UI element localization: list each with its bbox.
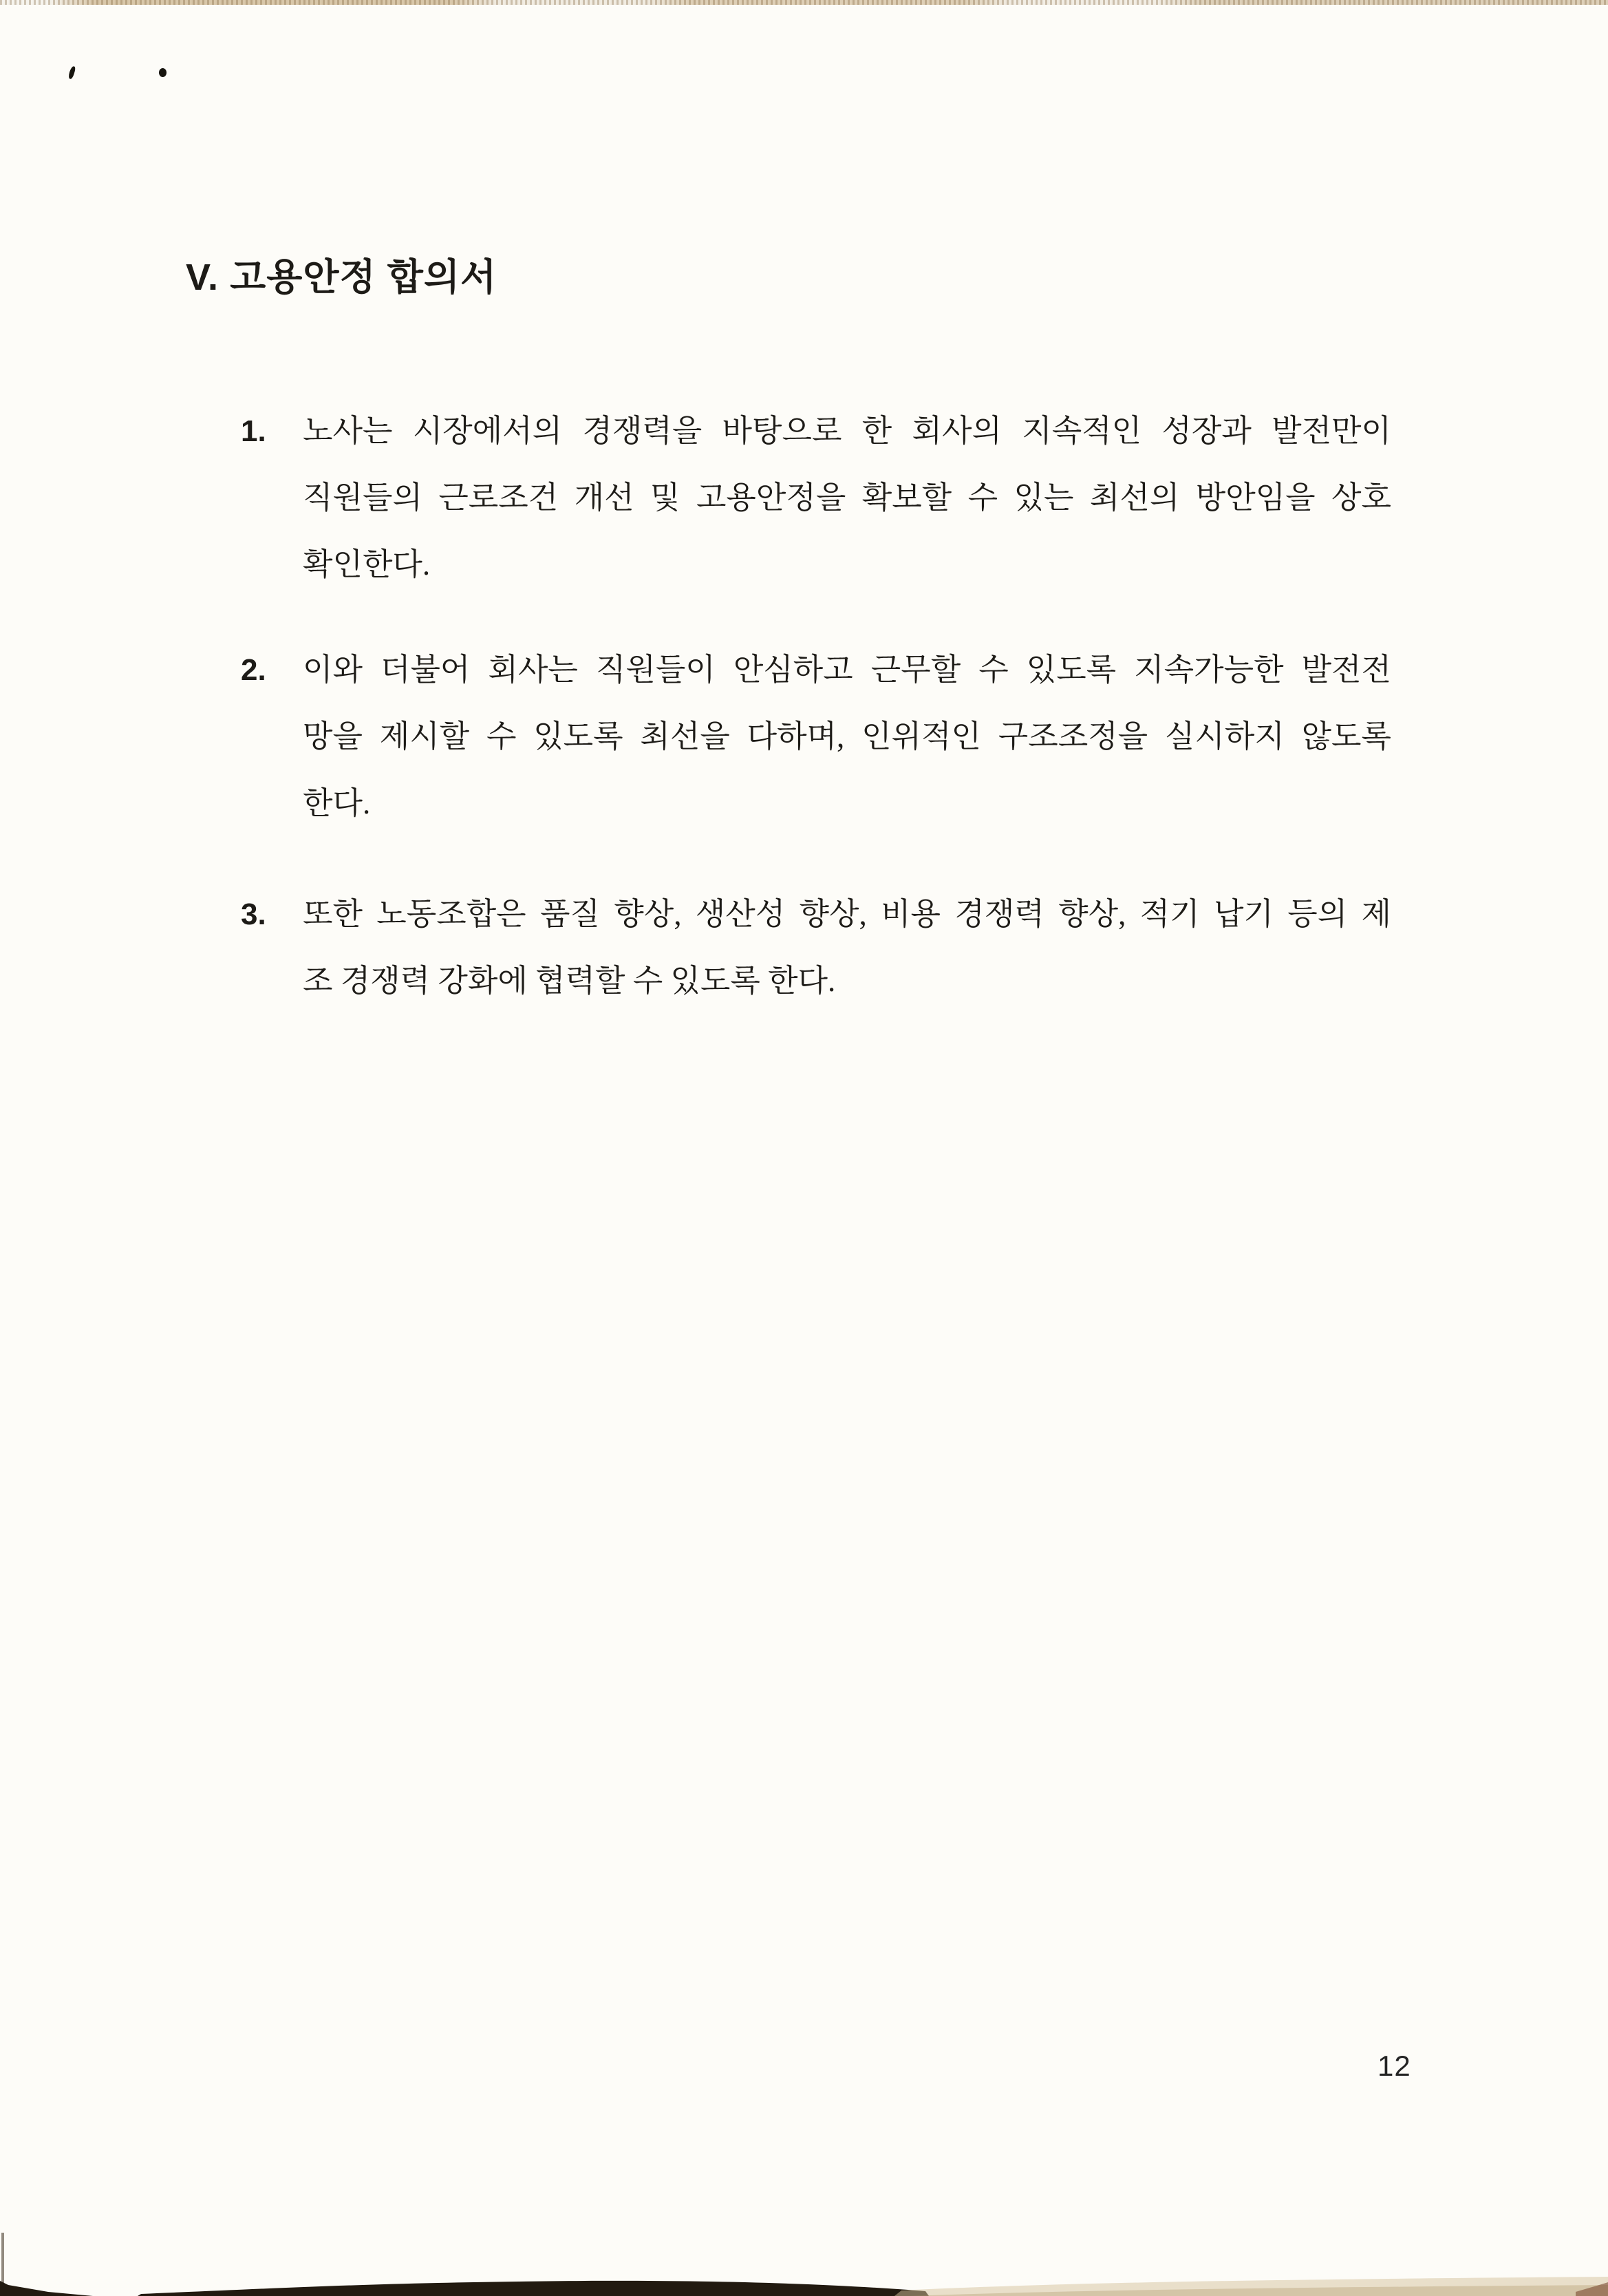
paragraph-line: 또한 노동조합은 품질 향상, 생산성 향상, 비용 경쟁력 향상, 적기 납기 등의 제 [303, 897, 1391, 931]
paragraph-line: 망을 제시할 수 있도록 최선을 다하며, 인위적인 구조조정을 실시하지 않도록 [303, 719, 1391, 754]
clause-item [241, 398, 1391, 598]
clause-number: 1. [241, 414, 266, 448]
clause-number: 3. [241, 897, 266, 931]
section-title: V. 고용안정 합의서 [186, 257, 497, 298]
paragraph-line: 이와 더불어 회사는 직원들이 안심하고 근무할 수 있도록 지속가능한 발전전 [303, 652, 1391, 687]
paragraph-line: 한다. [303, 786, 371, 820]
paragraph-line: 직원들의 근로조건 개선 및 고용안정을 확보할 수 있는 최선의 방안임을 상호 [303, 480, 1391, 515]
paragraph-line: 확인한다. [303, 547, 431, 582]
clause-number: 2. [241, 653, 266, 687]
paragraph-line: 조 경쟁력 강화에 협력할 수 있도록 한다. [303, 964, 836, 998]
page-number: 12 [1377, 2050, 1411, 2082]
scan-artifact-bottom [0, 2227, 1608, 2296]
clause-text [303, 881, 1391, 1014]
scan-artifact-top-strip [0, 0, 1608, 5]
scan-speck-dot [159, 68, 167, 77]
clause-item [241, 881, 1391, 1014]
clause-text [303, 637, 1391, 837]
scan-speck-tick [68, 65, 76, 79]
paragraph-line: 노사는 시장에서의 경쟁력을 바탕으로 한 회사의 지속적인 성장과 발전만이 [303, 414, 1391, 448]
clause-item [241, 637, 1391, 837]
clause-text [303, 398, 1391, 598]
